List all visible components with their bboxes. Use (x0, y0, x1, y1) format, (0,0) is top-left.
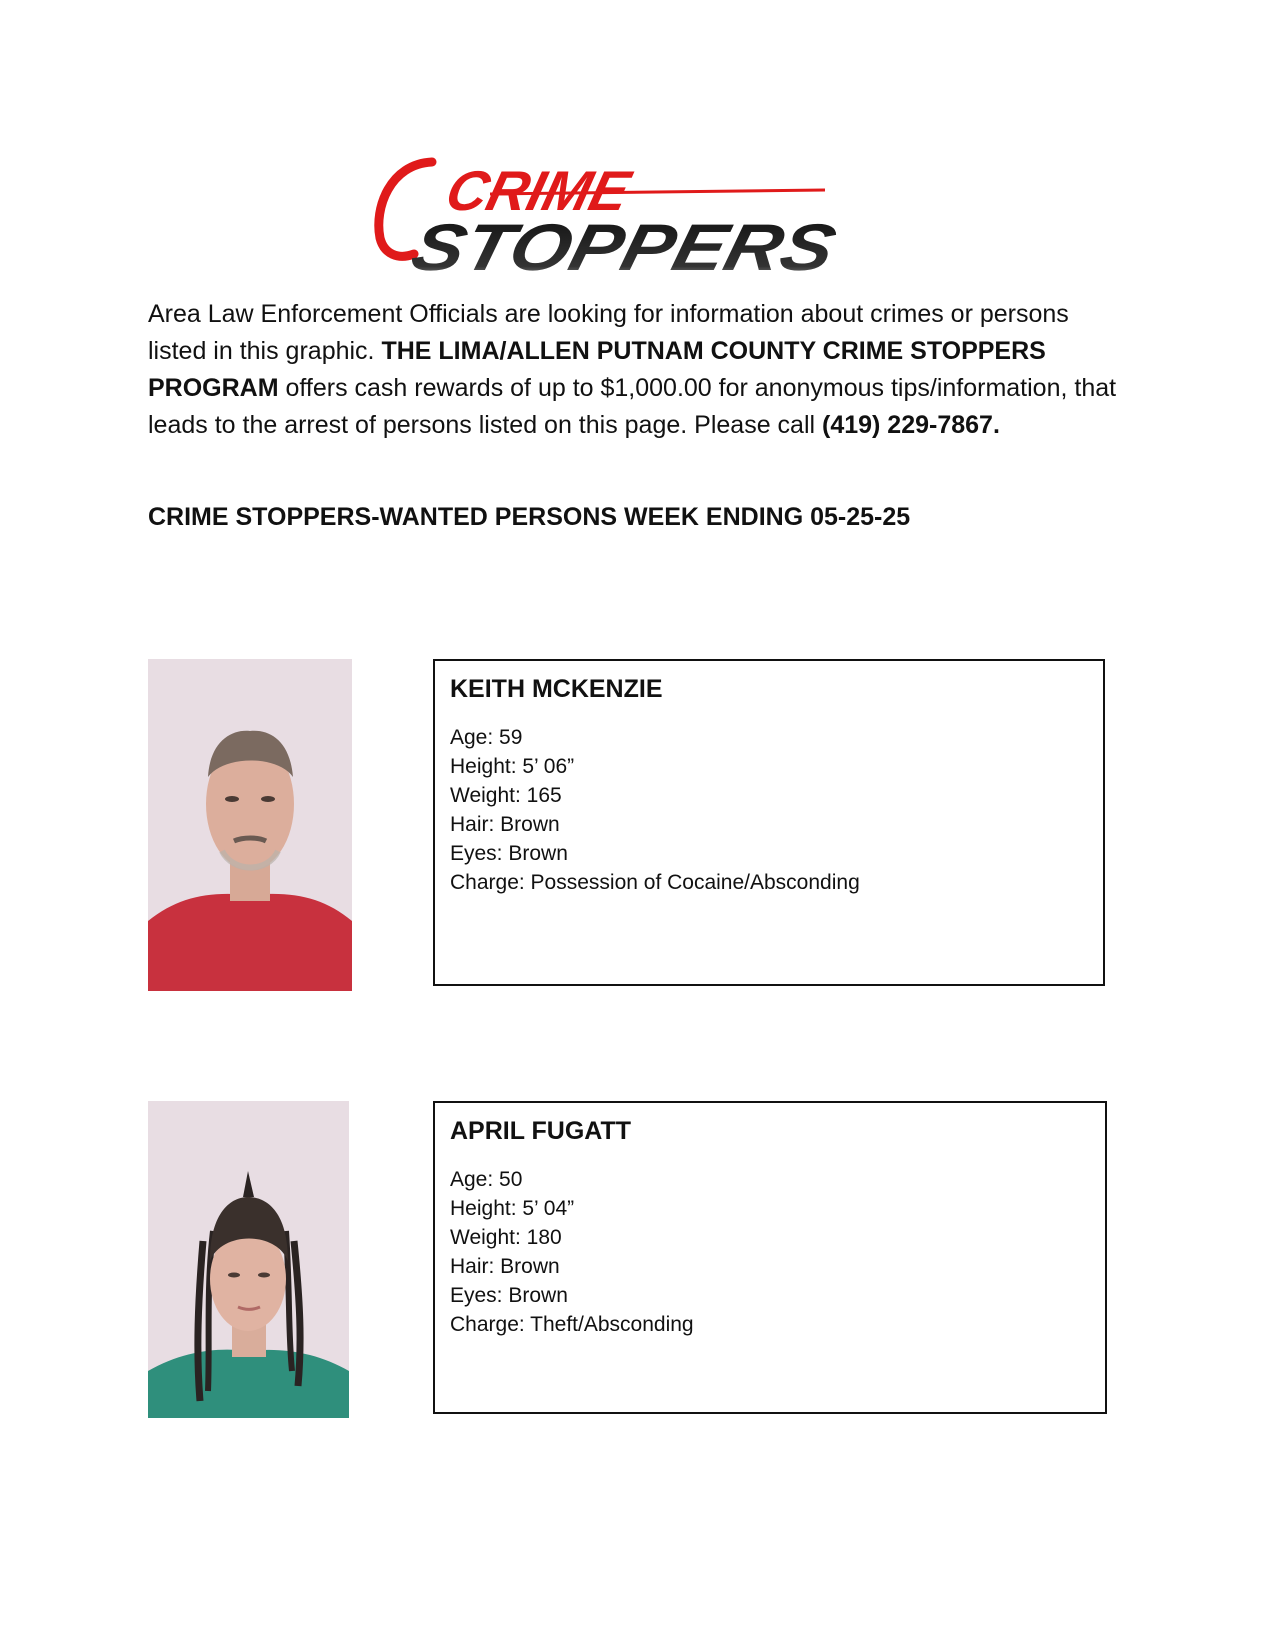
person-charge: Charge: Possession of Cocaine/Absconding (450, 871, 860, 894)
person-age: Age: 50 (450, 1168, 523, 1191)
person-charge: Charge: Theft/Absconding (450, 1313, 694, 1336)
person-hair: Hair: Brown (450, 1255, 560, 1278)
person-eyes: Eyes: Brown (450, 1284, 568, 1307)
person-weight: Weight: 165 (450, 784, 562, 807)
mugshot-female-image (148, 1101, 349, 1418)
intro-text-2: offers cash rewards of up to $1,000.00 for anonymous tips/information, that leads to the arrest of persons listed on this page. Please call (148, 374, 1117, 439)
person-name: KEITH MCKENZIE (450, 675, 663, 703)
mugshot-photo (148, 659, 352, 991)
phone-number: (419) 229-7867. (822, 411, 1000, 439)
person-height: Height: 5’ 04” (450, 1197, 575, 1220)
person-age: Age: 59 (450, 726, 523, 749)
logo-word-crime: CRIME (439, 160, 636, 223)
wanted-person-card (433, 1101, 1107, 1414)
crime-stoppers-logo (370, 150, 840, 280)
person-weight: Weight: 180 (450, 1226, 562, 1249)
mugshot-male-image (148, 659, 352, 991)
program-name: THE LIMA/ALLEN PUTNAM COUNTY CRIME STOPPERS PROGRAM (148, 337, 1046, 402)
mugshot-photo (148, 1101, 349, 1418)
intro-text-1: Area Law Enforcement Officials are looking for information about crimes or persons listed in this graphic. (148, 300, 1069, 365)
person-name: APRIL FUGATT (450, 1117, 632, 1145)
logo-word-stoppers: STOPPERS (404, 210, 781, 280)
person-hair: Hair: Brown (450, 813, 560, 836)
person-height: Height: 5’ 06” (450, 755, 575, 778)
logo-graphic (370, 150, 840, 280)
wanted-person-card (433, 659, 1105, 986)
intro-paragraph (148, 296, 1128, 444)
person-eyes: Eyes: Brown (450, 842, 568, 865)
week-title: CRIME STOPPERS-WANTED PERSONS WEEK ENDING 05-25-25 (148, 503, 911, 531)
